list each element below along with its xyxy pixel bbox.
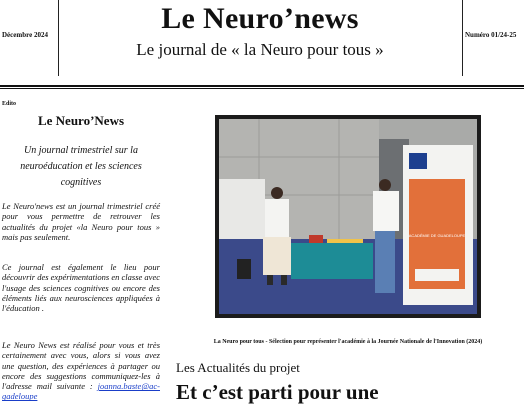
banner-text: ACADÉMIE DE GUADELOUPE [408, 233, 466, 238]
newspaper-subtitle: Le journal de « la Neuro pour tous » [136, 40, 384, 59]
issue-number: Numéro 01/24-25 [465, 31, 517, 39]
event-photo-illustration [219, 119, 477, 314]
article-section-label: Les Actualités du projet [176, 360, 300, 375]
section-tag: Edito [2, 101, 17, 107]
newspaper-title: Le Neuro’news [161, 2, 359, 35]
editorial-paragraph: Ce journal est également le lieu pour découvrir des expérimentations en classe avec l'usage des sciences cognitives ou encore des éléments liés aux neurosciences appliquées à l'éducation . [2, 262, 160, 314]
masthead-rule [0, 85, 524, 87]
editorial-paragraph: Le Neuro'news est un journal trimestriel créé pour vous permettre de retrouver les actualités du projet «la Neuro pour tous » mais pas seulement. [2, 201, 160, 242]
masthead-divider-right [462, 0, 463, 76]
event-photo [215, 115, 481, 318]
masthead-rule-thin [0, 88, 524, 89]
contact-text: Le Neuro News est réalisé pour vous et très certainement avec vous, alors si vous avez une question, des expériences à partager ou encore des suggestions communiquez-les à l'adresse mail suivante : [2, 340, 160, 392]
article-title: Et c’est parti pour une [176, 380, 379, 404]
photo-caption: La Neuro pour tous - Sélection pour représenter l'académie à la Journée Nationale de l'Innovation (2024) [213, 339, 483, 345]
editorial-subtitle: Un journal trimestriel sur la neuroéducation et les sciences cognitives [20, 145, 142, 188]
issue-date: Décembre 2024 [2, 31, 48, 39]
editorial-title: Le Neuro’News [37, 113, 125, 128]
email-link[interactable]: joanna.baste@ac-gadeloupe [2, 381, 160, 402]
editorial-contact-paragraph [2, 340, 160, 402]
